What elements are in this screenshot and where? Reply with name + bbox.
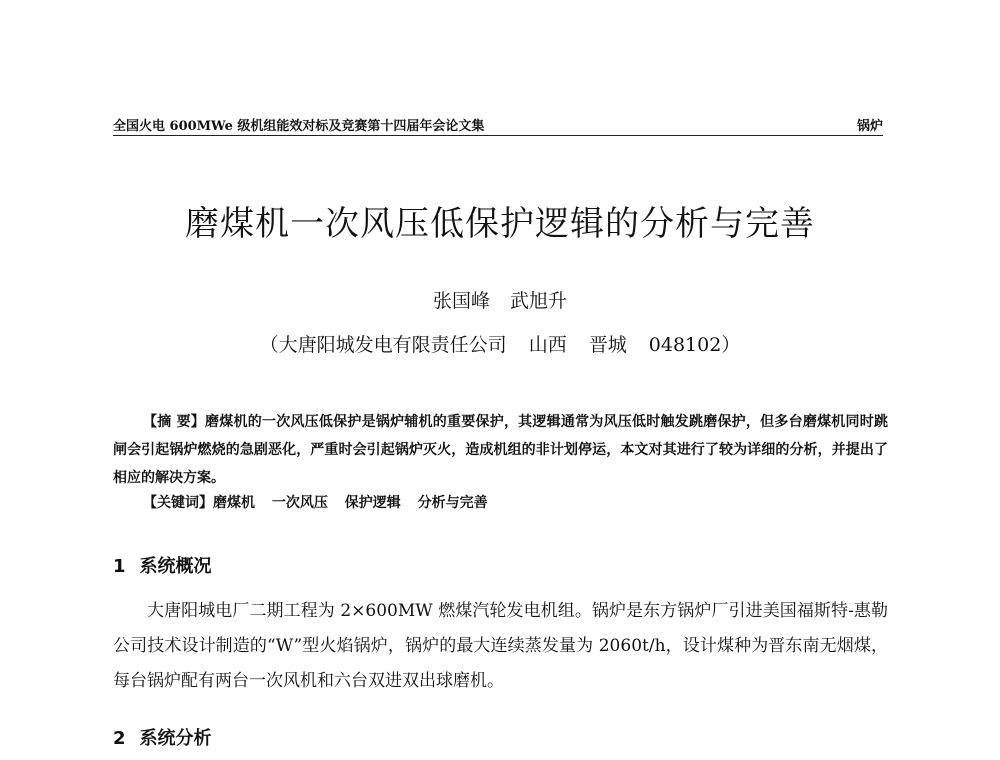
section-title: 系统概况	[139, 556, 212, 577]
section-heading-1	[113, 552, 212, 578]
journal-name: 全国火电 600MWe 级机组能效对标及竞赛第十四届年会论文集	[113, 119, 485, 134]
authors: 张国峰 武旭升	[432, 290, 568, 312]
section-title: 系统分析	[139, 728, 212, 749]
section-number: 2	[113, 728, 126, 749]
abstract-text: 磨煤机的一次风压低保护是锅炉辅机的重要保护，其逻辑通常为风压低时触发跳磨保护，但多台磨煤机同时跳闸会引起锅炉燃烧的急剧恶化，严重时会引起锅炉灭火，造成机组的非计划停运，本文对其进行了较为详细的分析，并提出了相应的解决方案。	[113, 414, 889, 486]
section-heading-2	[113, 724, 212, 750]
body-paragraph: 大唐阳城电厂二期工程为 2×600MW 燃煤汽轮发电机组。锅炉是东方锅炉厂引进美国福斯特-惠勒公司技术设计制造的“W”型火焰锅炉，锅炉的最大连续蒸发量为 2060t/h，设计煤种为晋东南无烟煤，每台锅炉配有两台一次风机和六台双进双出球磨机。	[113, 601, 888, 691]
keywords-text: 磨煤机 一次风压 保护逻辑 分析与完善	[213, 495, 488, 511]
running-header	[113, 113, 883, 136]
keywords-label: 【关键词】	[143, 495, 213, 511]
abstract	[113, 408, 888, 492]
keywords	[143, 492, 883, 512]
section-tag: 锅炉	[856, 119, 883, 134]
paper-title: 磨煤机一次风压低保护逻辑的分析与完善	[185, 204, 815, 244]
section-number: 1	[113, 556, 126, 577]
abstract-label: 【摘 要】	[143, 414, 206, 430]
affiliation: （大唐阳城发电有限责任公司 山西 晋城 048102）	[259, 334, 741, 356]
